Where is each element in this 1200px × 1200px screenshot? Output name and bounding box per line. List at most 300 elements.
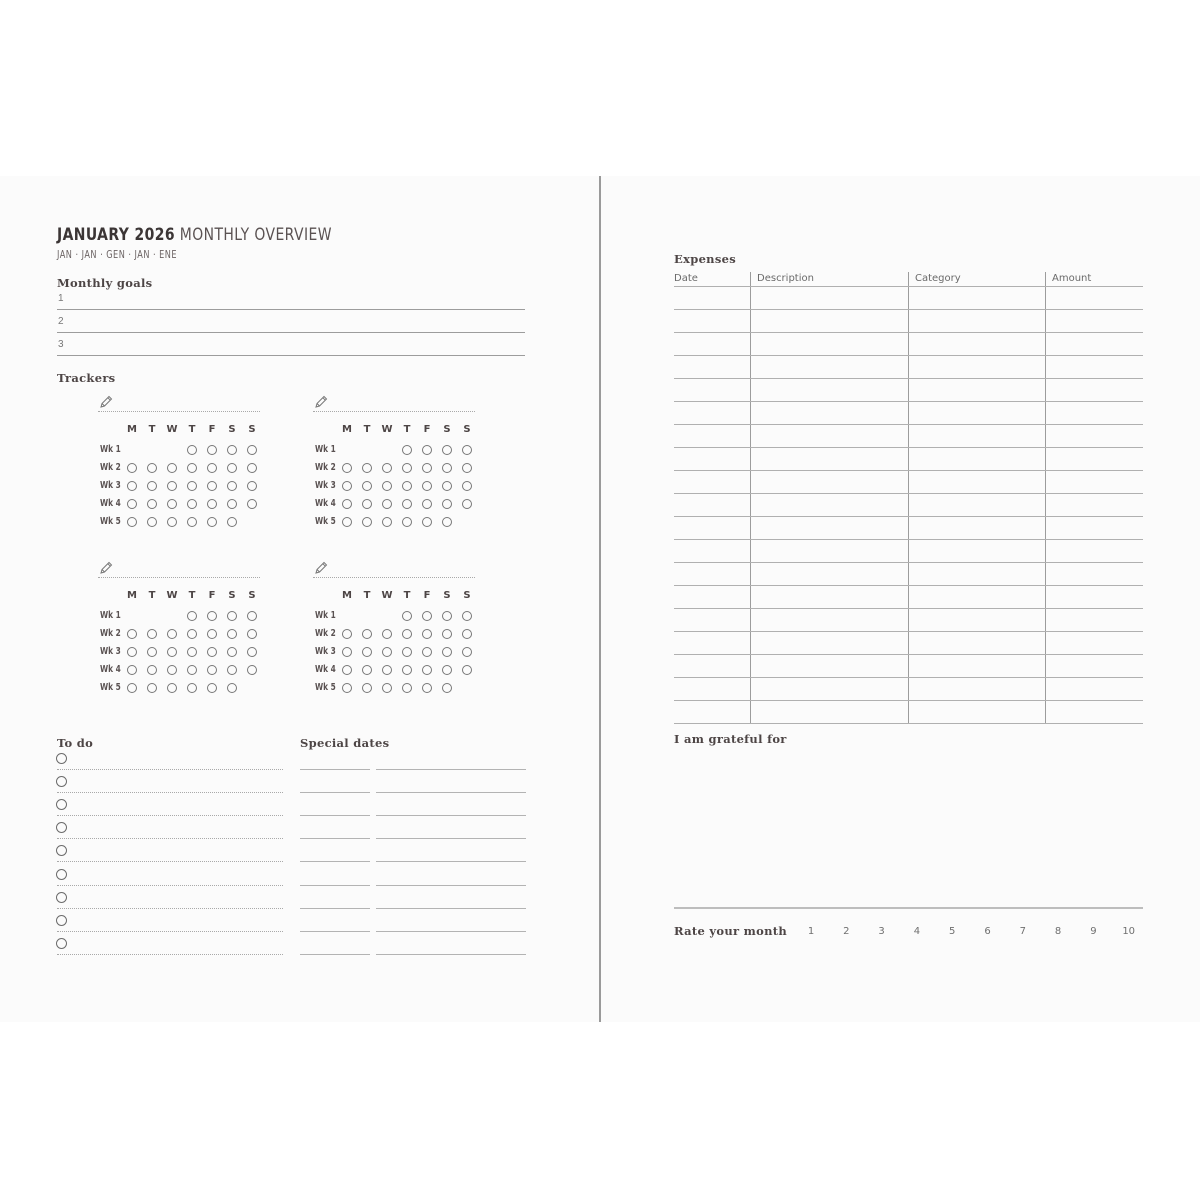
special-date-line[interactable] [300,838,370,839]
goal-line [57,332,525,333]
rating-option[interactable]: 10 [1122,926,1136,937]
tracker-day-checkbox[interactable] [382,629,392,639]
tracker-day-checkbox[interactable] [187,665,197,675]
special-date-event-line[interactable] [376,861,526,862]
rating-option[interactable]: 4 [913,926,921,937]
rating-option[interactable]: 1 [807,926,815,937]
special-date-line[interactable] [300,908,370,909]
tracker-day-checkbox[interactable] [127,463,137,473]
tracker-day-checkbox[interactable] [247,481,257,491]
todo-input[interactable] [72,912,280,928]
tracker-day-checkbox[interactable] [227,463,237,473]
tracker-day-checkbox[interactable] [187,463,197,473]
tracker-day-checkbox[interactable] [247,647,257,657]
day-header: M [127,590,137,601]
tracker-day-checkbox[interactable] [247,629,257,639]
expense-cell[interactable] [751,471,907,492]
expense-cell[interactable] [909,448,1044,469]
tracker-day-checkbox[interactable] [442,629,452,639]
expense-cell[interactable] [675,540,749,561]
expense-cell[interactable] [751,586,907,607]
tracker-day-checkbox[interactable] [342,463,352,473]
expense-cell[interactable] [675,563,749,584]
expense-cell[interactable] [1046,356,1142,377]
expense-cell[interactable] [1046,425,1142,446]
tracker-day-checkbox[interactable] [402,463,412,473]
expense-cell[interactable] [751,701,907,722]
tracker-day-checkbox[interactable] [187,647,197,657]
tracker-day-checkbox[interactable] [402,629,412,639]
special-date-line[interactable] [300,769,370,770]
tracker-name-line [98,577,260,578]
tracker-day-checkbox[interactable] [167,629,177,639]
rating-option[interactable]: 2 [843,926,850,937]
expense-cell[interactable] [675,425,749,446]
expense-cell[interactable] [909,333,1044,354]
expense-cell[interactable] [909,402,1044,423]
expense-cell[interactable] [751,632,907,653]
tracker-day-checkbox[interactable] [147,499,157,509]
expense-cell[interactable] [1046,540,1142,561]
todo-checkbox[interactable] [56,892,67,903]
tracker-day-checkbox[interactable] [147,463,157,473]
special-date-event-line[interactable] [376,908,526,909]
special-date-event-line[interactable] [376,769,526,770]
expense-cell[interactable] [751,448,907,469]
special-date-line[interactable] [300,861,370,862]
expense-cell[interactable] [1046,609,1142,630]
tracker-name-input[interactable] [118,560,258,576]
tracker-day-checkbox[interactable] [342,665,352,675]
day-header: T [148,590,156,601]
todo-line [57,861,283,862]
week-label: Wk 5 [100,682,121,693]
expense-cell[interactable] [751,563,907,584]
tracker-day-checkbox[interactable] [147,665,157,675]
day-header: T [188,424,196,435]
expense-cell[interactable] [675,402,749,423]
tracker-day-checkbox[interactable] [227,611,237,621]
rating-option[interactable]: 6 [984,926,991,937]
tracker-day-checkbox[interactable] [362,647,372,657]
day-header: F [423,424,431,435]
day-header: S [443,590,451,601]
todo-line [57,838,283,839]
expense-cell[interactable] [909,287,1044,308]
goal-number: 1 [58,293,64,304]
pencil-icon[interactable] [313,394,329,410]
week-label: Wk 4 [100,664,121,675]
tracker-day-checkbox[interactable] [167,481,177,491]
expense-cell[interactable] [675,310,749,331]
tracker-day-checkbox[interactable] [187,481,197,491]
tracker-day-checkbox[interactable] [147,647,157,657]
tracker-day-checkbox[interactable] [442,665,452,675]
tracker-day-checkbox[interactable] [167,647,177,657]
tracker-day-checkbox[interactable] [422,683,432,693]
tracker-day-checkbox[interactable] [227,445,237,455]
week-label: Wk 4 [100,498,121,509]
tracker-day-checkbox[interactable] [442,463,452,473]
expense-cell[interactable] [1046,287,1142,308]
tracker-day-checkbox[interactable] [207,665,217,675]
tracker-day-checkbox[interactable] [422,499,432,509]
expense-cell[interactable] [909,701,1044,722]
todo-checkbox[interactable] [56,753,67,764]
tracker-day-checkbox[interactable] [462,481,472,491]
tracker-day-checkbox[interactable] [127,629,137,639]
tracker-day-checkbox[interactable] [207,611,217,621]
tracker-day-checkbox[interactable] [187,683,197,693]
tracker-day-checkbox[interactable] [462,499,472,509]
special-date-event-line[interactable] [376,792,526,793]
tracker-day-checkbox[interactable] [362,683,372,693]
tracker-day-checkbox[interactable] [422,481,432,491]
expense-cell[interactable] [909,678,1044,699]
day-header: T [403,424,411,435]
tracker-day-checkbox[interactable] [422,463,432,473]
goal-input[interactable] [70,312,520,332]
expense-cell[interactable] [1046,701,1142,722]
expense-cell[interactable] [751,356,907,377]
expense-cell[interactable] [1046,333,1142,354]
tracker-day-checkbox[interactable] [187,445,197,455]
tracker-day-checkbox[interactable] [127,647,137,657]
expense-cell[interactable] [1046,402,1142,423]
tracker-day-checkbox[interactable] [147,683,157,693]
tracker-day-checkbox[interactable] [247,463,257,473]
grateful-writing-area[interactable] [674,750,1143,900]
tracker-day-checkbox[interactable] [342,629,352,639]
expense-cell[interactable] [1046,471,1142,492]
expense-cell[interactable] [751,540,907,561]
expense-cell[interactable] [909,655,1044,676]
tracker-day-checkbox[interactable] [207,517,217,527]
todo-input[interactable] [72,889,280,905]
tracker-day-checkbox[interactable] [342,481,352,491]
expense-cell[interactable] [909,425,1044,446]
expense-cell[interactable] [1046,310,1142,331]
tracker-day-checkbox[interactable] [342,647,352,657]
tracker-day-checkbox[interactable] [442,517,452,527]
tracker-day-checkbox[interactable] [247,611,257,621]
expense-cell[interactable] [675,586,749,607]
expense-cell[interactable] [675,379,749,400]
tracker-day-checkbox[interactable] [462,647,472,657]
expense-cell[interactable] [675,287,749,308]
expense-cell[interactable] [675,517,749,538]
rating-option[interactable]: 5 [949,926,956,937]
tracker-day-checkbox[interactable] [227,481,237,491]
todo-heading: To do [57,736,94,750]
tracker-day-checkbox[interactable] [362,481,372,491]
tracker-day-checkbox[interactable] [422,517,432,527]
tracker-day-checkbox[interactable] [127,683,137,693]
special-date-line[interactable] [300,792,370,793]
tracker-day-checkbox[interactable] [342,683,352,693]
expense-cell[interactable] [751,609,907,630]
week-label: Wk 4 [315,498,336,509]
expense-cell[interactable] [909,379,1044,400]
expense-cell[interactable] [751,425,907,446]
expense-cell[interactable] [751,333,907,354]
todo-checkbox[interactable] [56,915,67,926]
tracker-day-checkbox[interactable] [167,665,177,675]
tracker-day-checkbox[interactable] [422,629,432,639]
expense-cell[interactable] [675,609,749,630]
tracker-day-checkbox[interactable] [207,683,217,693]
special-date-event-line[interactable] [376,815,526,816]
pencil-icon[interactable] [98,394,114,410]
expense-cell[interactable] [909,609,1044,630]
tracker-day-checkbox[interactable] [342,517,352,527]
tracker-day-checkbox[interactable] [422,665,432,675]
rating-option[interactable]: 3 [878,926,885,937]
expense-cell[interactable] [1046,448,1142,469]
todo-input[interactable] [72,842,280,858]
tracker-day-checkbox[interactable] [127,499,137,509]
tracker-day-checkbox[interactable] [342,499,352,509]
expense-cell[interactable] [1046,632,1142,653]
expense-cell[interactable] [1046,678,1142,699]
special-date-line[interactable] [300,954,370,955]
expense-cell[interactable] [909,356,1044,377]
goal-line [57,355,525,356]
tracker-day-checkbox[interactable] [402,611,412,621]
expense-cell[interactable] [1046,655,1142,676]
expense-cell[interactable] [675,448,749,469]
tracker-day-checkbox[interactable] [442,647,452,657]
rating-option[interactable]: 7 [1019,926,1026,937]
tracker-day-checkbox[interactable] [207,499,217,509]
expense-cell[interactable] [675,333,749,354]
tracker-day-checkbox[interactable] [247,665,257,675]
tracker-day-checkbox[interactable] [462,463,472,473]
tracker-day-checkbox[interactable] [402,665,412,675]
tracker-day-checkbox[interactable] [147,481,157,491]
todo-line [57,815,283,816]
tracker-day-checkbox[interactable] [362,463,372,473]
special-date-line[interactable] [300,885,370,886]
expense-cell[interactable] [1046,494,1142,515]
day-header: S [463,590,471,601]
month-translations: JAN · JAN · GEN · JAN · ENE [57,249,178,261]
rating-option[interactable]: 9 [1090,926,1097,937]
special-date-event-line[interactable] [376,954,526,955]
special-date-event-line[interactable] [376,838,526,839]
tracker-day-checkbox[interactable] [462,665,472,675]
tracker-day-checkbox[interactable] [382,647,392,657]
tracker-day-checkbox[interactable] [402,481,412,491]
todo-input[interactable] [72,819,280,835]
tracker-day-checkbox[interactable] [227,665,237,675]
tracker-day-checkbox[interactable] [187,499,197,509]
tracker-day-checkbox[interactable] [362,665,372,675]
rating-option[interactable]: 8 [1054,926,1062,937]
tracker-day-checkbox[interactable] [147,629,157,639]
tracker-day-checkbox[interactable] [362,629,372,639]
week-label: Wk 2 [100,628,121,639]
tracker-day-checkbox[interactable] [127,665,137,675]
expense-cell[interactable] [909,310,1044,331]
day-header: W [381,590,393,601]
special-date-event-line[interactable] [376,885,526,886]
tracker-name-line [313,577,475,578]
tracker-day-checkbox[interactable] [382,517,392,527]
todo-input[interactable] [72,750,280,766]
expense-cell[interactable] [751,310,907,331]
expense-cell[interactable] [751,287,907,308]
tracker-day-checkbox[interactable] [207,463,217,473]
goal-input[interactable] [70,289,520,309]
todo-input[interactable] [72,935,280,951]
tracker-day-checkbox[interactable] [422,445,432,455]
day-header: F [208,424,216,435]
tracker-day-checkbox[interactable] [227,647,237,657]
tracker-day-checkbox[interactable] [462,445,472,455]
column-header-description: Description [757,273,814,284]
day-header: S [248,424,256,435]
goal-number: 3 [58,339,64,350]
expense-cell[interactable] [909,540,1044,561]
expense-cell[interactable] [751,379,907,400]
expense-cell[interactable] [675,701,749,722]
expense-cell[interactable] [675,655,749,676]
expense-cell[interactable] [675,632,749,653]
tracker-day-checkbox[interactable] [127,517,137,527]
expense-cell[interactable] [909,494,1044,515]
tracker-day-checkbox[interactable] [247,499,257,509]
tracker-day-checkbox[interactable] [127,481,137,491]
tracker-day-checkbox[interactable] [207,445,217,455]
special-date-line[interactable] [300,815,370,816]
tracker-day-checkbox[interactable] [187,629,197,639]
day-header: M [127,424,137,435]
tracker-day-checkbox[interactable] [147,517,157,527]
tracker-day-checkbox[interactable] [442,683,452,693]
day-header: S [443,424,451,435]
tracker-day-checkbox[interactable] [382,499,392,509]
expense-cell[interactable] [1046,563,1142,584]
tracker-day-checkbox[interactable] [402,683,412,693]
day-header: W [166,424,178,435]
tracker-day-checkbox[interactable] [402,445,412,455]
special-date-event-line[interactable] [376,931,526,932]
tracker-day-checkbox[interactable] [227,629,237,639]
expense-cell[interactable] [675,356,749,377]
week-label: Wk 1 [100,444,121,455]
expense-cell[interactable] [1046,586,1142,607]
pencil-icon[interactable] [98,560,114,576]
expense-cell[interactable] [751,517,907,538]
todo-input[interactable] [72,773,280,789]
todo-checkbox[interactable] [56,938,67,949]
week-label: Wk 5 [315,682,336,693]
tracker-day-checkbox[interactable] [402,517,412,527]
tracker-name-line [98,411,260,412]
expense-cell[interactable] [909,586,1044,607]
day-header: T [148,424,156,435]
expense-cell[interactable] [909,563,1044,584]
tracker-day-checkbox[interactable] [187,517,197,527]
tracker-day-checkbox[interactable] [167,499,177,509]
tracker-day-checkbox[interactable] [362,517,372,527]
tracker-name-input[interactable] [333,394,473,410]
expense-cell[interactable] [675,471,749,492]
tracker-day-checkbox[interactable] [207,629,217,639]
tracker-day-checkbox[interactable] [362,499,372,509]
tracker-day-checkbox[interactable] [207,481,217,491]
week-label: Wk 5 [100,516,121,527]
expense-cell[interactable] [1046,517,1142,538]
tracker-day-checkbox[interactable] [462,629,472,639]
expense-cell[interactable] [909,517,1044,538]
trackers-heading: Trackers [57,371,116,385]
expense-cell[interactable] [909,471,1044,492]
day-header: T [188,590,196,601]
todo-line [57,792,283,793]
todo-input[interactable] [72,866,280,882]
tracker-day-checkbox[interactable] [382,481,392,491]
week-label: Wk 1 [315,610,336,621]
tracker-day-checkbox[interactable] [167,683,177,693]
tracker-day-checkbox[interactable] [227,683,237,693]
todo-input[interactable] [72,796,280,812]
day-header: T [403,590,411,601]
todo-line [57,769,283,770]
week-label: Wk 2 [315,462,336,473]
tracker-day-checkbox[interactable] [187,611,197,621]
todo-checkbox[interactable] [56,869,67,880]
tracker-day-checkbox[interactable] [402,647,412,657]
tracker-day-checkbox[interactable] [422,647,432,657]
tracker-day-checkbox[interactable] [207,647,217,657]
tracker-day-checkbox[interactable] [442,499,452,509]
tracker-day-checkbox[interactable] [247,445,257,455]
expense-cell[interactable] [1046,379,1142,400]
tracker-day-checkbox[interactable] [462,611,472,621]
expense-cell[interactable] [675,494,749,515]
expense-cell[interactable] [751,678,907,699]
expense-cell[interactable] [751,402,907,423]
expense-cell[interactable] [751,655,907,676]
tracker-day-checkbox[interactable] [227,517,237,527]
week-label: Wk 3 [315,480,336,491]
tracker-name-input[interactable] [333,560,473,576]
tracker-day-checkbox[interactable] [382,683,392,693]
tracker-day-checkbox[interactable] [382,463,392,473]
tracker-day-checkbox[interactable] [442,481,452,491]
expense-cell[interactable] [675,678,749,699]
week-label: Wk 3 [315,646,336,657]
column-header-date: Date [674,273,698,284]
tracker-day-checkbox[interactable] [167,463,177,473]
tracker-day-checkbox[interactable] [382,665,392,675]
special-date-line[interactable] [300,931,370,932]
expense-cell[interactable] [909,632,1044,653]
tracker-day-checkbox[interactable] [422,611,432,621]
tracker-day-checkbox[interactable] [227,499,237,509]
expense-cell[interactable] [751,494,907,515]
goal-input[interactable] [70,335,520,355]
tracker-name-input[interactable] [118,394,258,410]
week-label: Wk 2 [100,462,121,473]
tracker-day-checkbox[interactable] [442,445,452,455]
tracker-day-checkbox[interactable] [442,611,452,621]
pencil-icon[interactable] [313,560,329,576]
tracker-day-checkbox[interactable] [167,517,177,527]
tracker-day-checkbox[interactable] [402,499,412,509]
